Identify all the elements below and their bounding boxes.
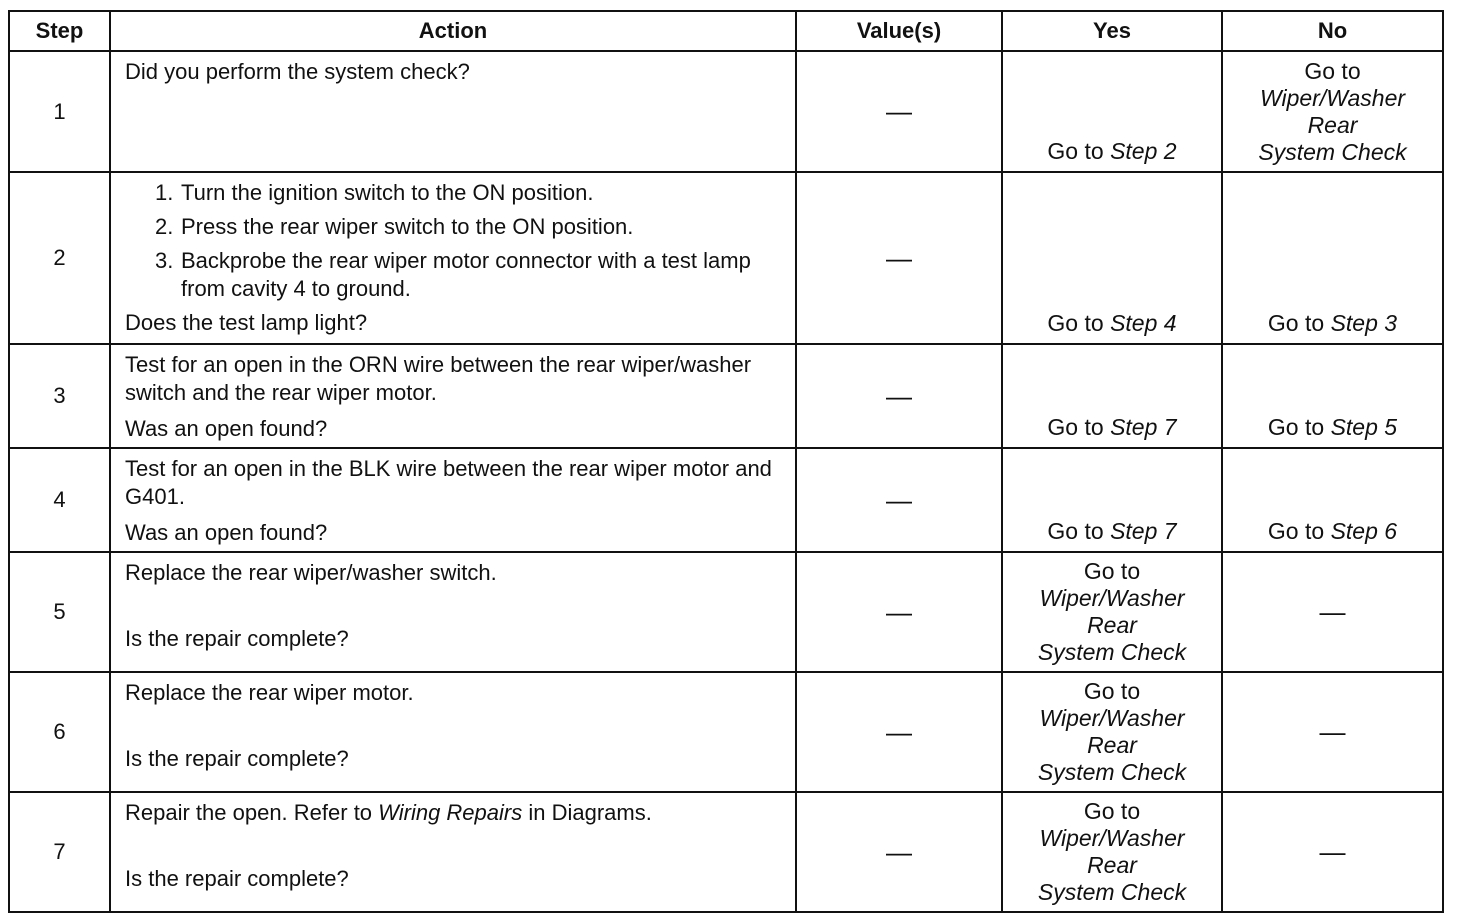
action-question: Does the test lamp light? bbox=[125, 310, 368, 335]
step-number: 5 bbox=[9, 552, 110, 672]
action-text: Test for an open in the ORN wire between the rear wiper/washer switch and the rear wiper motor. bbox=[125, 352, 752, 405]
action-cell bbox=[110, 792, 796, 912]
value-cell: — bbox=[796, 552, 1002, 672]
value-cell: — bbox=[796, 172, 1002, 344]
action-question: Is the repair complete? bbox=[125, 866, 349, 891]
value-cell: — bbox=[796, 344, 1002, 448]
action-text: Repair the open. Refer to Wiring Repairs in Diagrams. bbox=[125, 800, 652, 825]
value-cell: — bbox=[796, 448, 1002, 552]
no-cell bbox=[1222, 172, 1443, 344]
header-yes: Yes bbox=[1002, 11, 1222, 51]
step-number: 3 bbox=[9, 344, 110, 448]
action-cell bbox=[110, 51, 796, 172]
no-link[interactable]: Go to Wiper/Washer Rear System Check bbox=[1258, 58, 1407, 165]
table-row bbox=[9, 51, 1443, 172]
yes-link[interactable]: Go to Wiper/Washer Rear System Check bbox=[1037, 798, 1187, 905]
step-number: 1 bbox=[9, 51, 110, 172]
step-number: 6 bbox=[9, 672, 110, 792]
action-cell bbox=[110, 672, 796, 792]
header-row bbox=[9, 11, 1443, 51]
action-text: Test for an open in the BLK wire between the rear wiper motor and G401. bbox=[125, 456, 772, 509]
no-link[interactable]: Go to Step 6 bbox=[1267, 518, 1398, 544]
no-cell bbox=[1222, 672, 1443, 792]
table-row bbox=[9, 552, 1443, 672]
table-row bbox=[9, 448, 1443, 552]
yes-cell bbox=[1002, 672, 1222, 792]
no-cell bbox=[1222, 51, 1443, 172]
table-row bbox=[9, 344, 1443, 448]
action-text: Replace the rear wiper/washer switch. bbox=[125, 560, 497, 585]
no-value: — bbox=[1319, 836, 1346, 867]
header-action: Action bbox=[110, 11, 796, 51]
yes-link[interactable]: Go to Wiper/Washer Rear System Check bbox=[1037, 678, 1187, 785]
step-number: 2 bbox=[9, 172, 110, 344]
no-cell bbox=[1222, 344, 1443, 448]
action-cell bbox=[110, 172, 796, 344]
list-item: 1. Turn the ignition switch to the ON position. bbox=[155, 180, 594, 205]
diagnostic-table bbox=[8, 10, 1444, 913]
value-cell: — bbox=[796, 792, 1002, 912]
action-question: Was an open found? bbox=[125, 416, 328, 441]
table-row bbox=[9, 672, 1443, 792]
table-row bbox=[9, 792, 1443, 912]
action-question: Is the repair complete? bbox=[125, 626, 349, 651]
list-item: 3. Backprobe the rear wiper motor connector with a test lamp from cavity 4 to ground. bbox=[155, 248, 751, 301]
yes-cell bbox=[1002, 448, 1222, 552]
yes-link[interactable]: Go to Step 4 bbox=[1047, 310, 1177, 336]
header-value: Value(s) bbox=[796, 11, 1002, 51]
yes-cell bbox=[1002, 792, 1222, 912]
action-cell bbox=[110, 552, 796, 672]
no-cell bbox=[1222, 792, 1443, 912]
list-item: 2. Press the rear wiper switch to the ON position. bbox=[155, 214, 634, 239]
yes-cell bbox=[1002, 552, 1222, 672]
yes-cell bbox=[1002, 344, 1222, 448]
no-cell bbox=[1222, 552, 1443, 672]
no-link[interactable]: Go to Step 3 bbox=[1267, 310, 1398, 336]
yes-link[interactable]: Go to Wiper/Washer Rear System Check bbox=[1037, 558, 1187, 665]
yes-cell bbox=[1002, 51, 1222, 172]
yes-link[interactable]: Go to Step 2 bbox=[1047, 138, 1177, 164]
step-number: 4 bbox=[9, 448, 110, 552]
no-value: — bbox=[1319, 596, 1346, 627]
value-cell: — bbox=[796, 51, 1002, 172]
action-list bbox=[125, 179, 785, 303]
action-text: Did you perform the system check? bbox=[125, 59, 470, 84]
yes-cell bbox=[1002, 172, 1222, 344]
value-cell: — bbox=[796, 672, 1002, 792]
action-question: Is the repair complete? bbox=[125, 746, 349, 771]
no-cell bbox=[1222, 448, 1443, 552]
action-cell bbox=[110, 448, 796, 552]
wiring-repairs-link[interactable]: Wiring Repairs bbox=[378, 800, 523, 825]
no-link[interactable]: Go to Step 5 bbox=[1267, 414, 1398, 440]
action-text: Replace the rear wiper motor. bbox=[125, 680, 414, 705]
yes-link[interactable]: Go to Step 7 bbox=[1047, 414, 1177, 440]
header-step: Step bbox=[9, 11, 110, 51]
yes-link[interactable]: Go to Step 7 bbox=[1047, 518, 1177, 544]
step-number: 7 bbox=[9, 792, 110, 912]
action-question: Was an open found? bbox=[125, 520, 328, 545]
action-cell bbox=[110, 344, 796, 448]
no-value: — bbox=[1319, 716, 1346, 747]
header-no: No bbox=[1222, 11, 1443, 51]
table-row bbox=[9, 172, 1443, 344]
